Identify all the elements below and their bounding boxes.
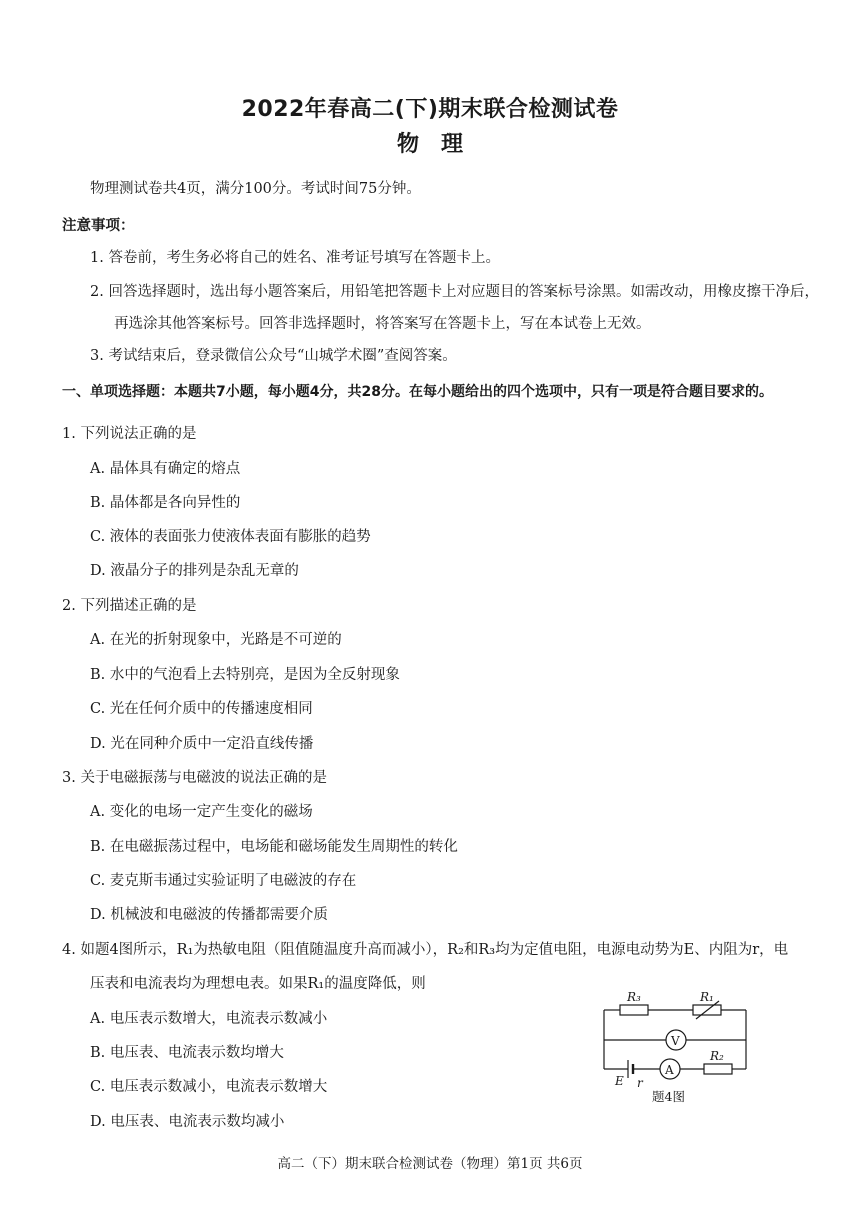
option: D. 电压表、电流表示数均减小	[90, 1114, 285, 1130]
resistor-r2	[704, 1064, 732, 1074]
option: B. 在电磁振荡过程中，电场能和磁场能发生周期性的转化	[90, 839, 458, 855]
option: B. 水中的气泡看上去特别亮，是因为全反射现象	[90, 667, 400, 683]
option: C. 液体的表面张力使液体表面有膨胀的趋势	[90, 529, 371, 545]
option: A. 在光的折射现象中，光路是不可逆的	[90, 632, 342, 648]
notice-item: 1. 答卷前，考生务必将自己的姓名、准考证号填写在答题卡上。	[90, 250, 500, 266]
subject-title: 物理	[396, 132, 485, 157]
label-internal-r: r	[637, 1076, 643, 1090]
section-heading: 一、单项选择题：本题共7小题，每小题4分，共28分。在每小题给出的四个选项中，只有一项是符合题目要求的。	[62, 384, 773, 400]
figure-caption: 题4图	[652, 1089, 685, 1104]
label-r1: R₁	[700, 990, 714, 1004]
option: A. 变化的电场一定产生变化的磁场	[90, 804, 313, 820]
label-voltmeter: V	[671, 1034, 680, 1048]
option: A. 晶体具有确定的熔点	[90, 461, 241, 477]
label-ammeter: A	[665, 1063, 674, 1077]
page-footer: 高二（下）期末联合检测试卷（物理）第1页 共6页	[277, 1156, 583, 1172]
intro-text: 物理测试卷共4页，满分100分。考试时间75分钟。	[90, 181, 421, 197]
resistor-r3	[620, 1005, 648, 1015]
option: C. 光在任何介质中的传播速度相同	[90, 701, 313, 717]
option: A. 电压表示数增大，电流表示数减小	[90, 1011, 328, 1027]
label-r2: R₂	[710, 1049, 724, 1063]
question-stem: 1. 下列说法正确的是	[62, 426, 197, 442]
question-stem: 2. 下列描述正确的是	[62, 598, 197, 614]
label-emf: E	[615, 1074, 624, 1088]
question-stem: 3. 关于电磁振荡与电磁波的说法正确的是	[62, 770, 327, 786]
option: C. 麦克斯韦通过实验证明了电磁波的存在	[90, 873, 357, 889]
notice-item: 再选涂其他答案标号。回答非选择题时，将答案写在答题卡上，写在本试卷上无效。	[114, 316, 651, 332]
question-stem-cont: 压表和电流表均为理想电表。如果R₁的温度降低，则	[90, 976, 426, 992]
notice-heading: 注意事项：	[62, 218, 135, 234]
option: D. 光在同种介质中一定沿直线传播	[90, 736, 314, 752]
circuit-diagram	[590, 990, 765, 1105]
option: B. 晶体都是各向异性的	[90, 495, 241, 511]
notice-item: 3. 考试结束后，登录微信公众号“山城学术圈”查阅答案。	[90, 348, 457, 364]
question-stem: 4. 如题4图所示，R₁为热敏电阻（阻值随温度升高而减小），R₂和R₃均为定值电阻，电源电动势为E、内阻为r，电	[62, 942, 789, 958]
notice-item: 2. 回答选择题时，选出每小题答案后，用铅笔把答题卡上对应题目的答案标号涂黑。如需改动，用橡皮擦干净后，	[90, 284, 819, 300]
option: C. 电压表示数减小，电流表示数增大	[90, 1079, 328, 1095]
exam-title: 2022年春高二(下)期末联合检测试卷	[241, 97, 619, 122]
label-r3: R₃	[627, 990, 641, 1004]
option: D. 液晶分子的排列是杂乱无章的	[90, 563, 299, 579]
option: D. 机械波和电磁波的传播都需要介质	[90, 907, 328, 923]
option: B. 电压表、电流表示数均增大	[90, 1045, 284, 1061]
